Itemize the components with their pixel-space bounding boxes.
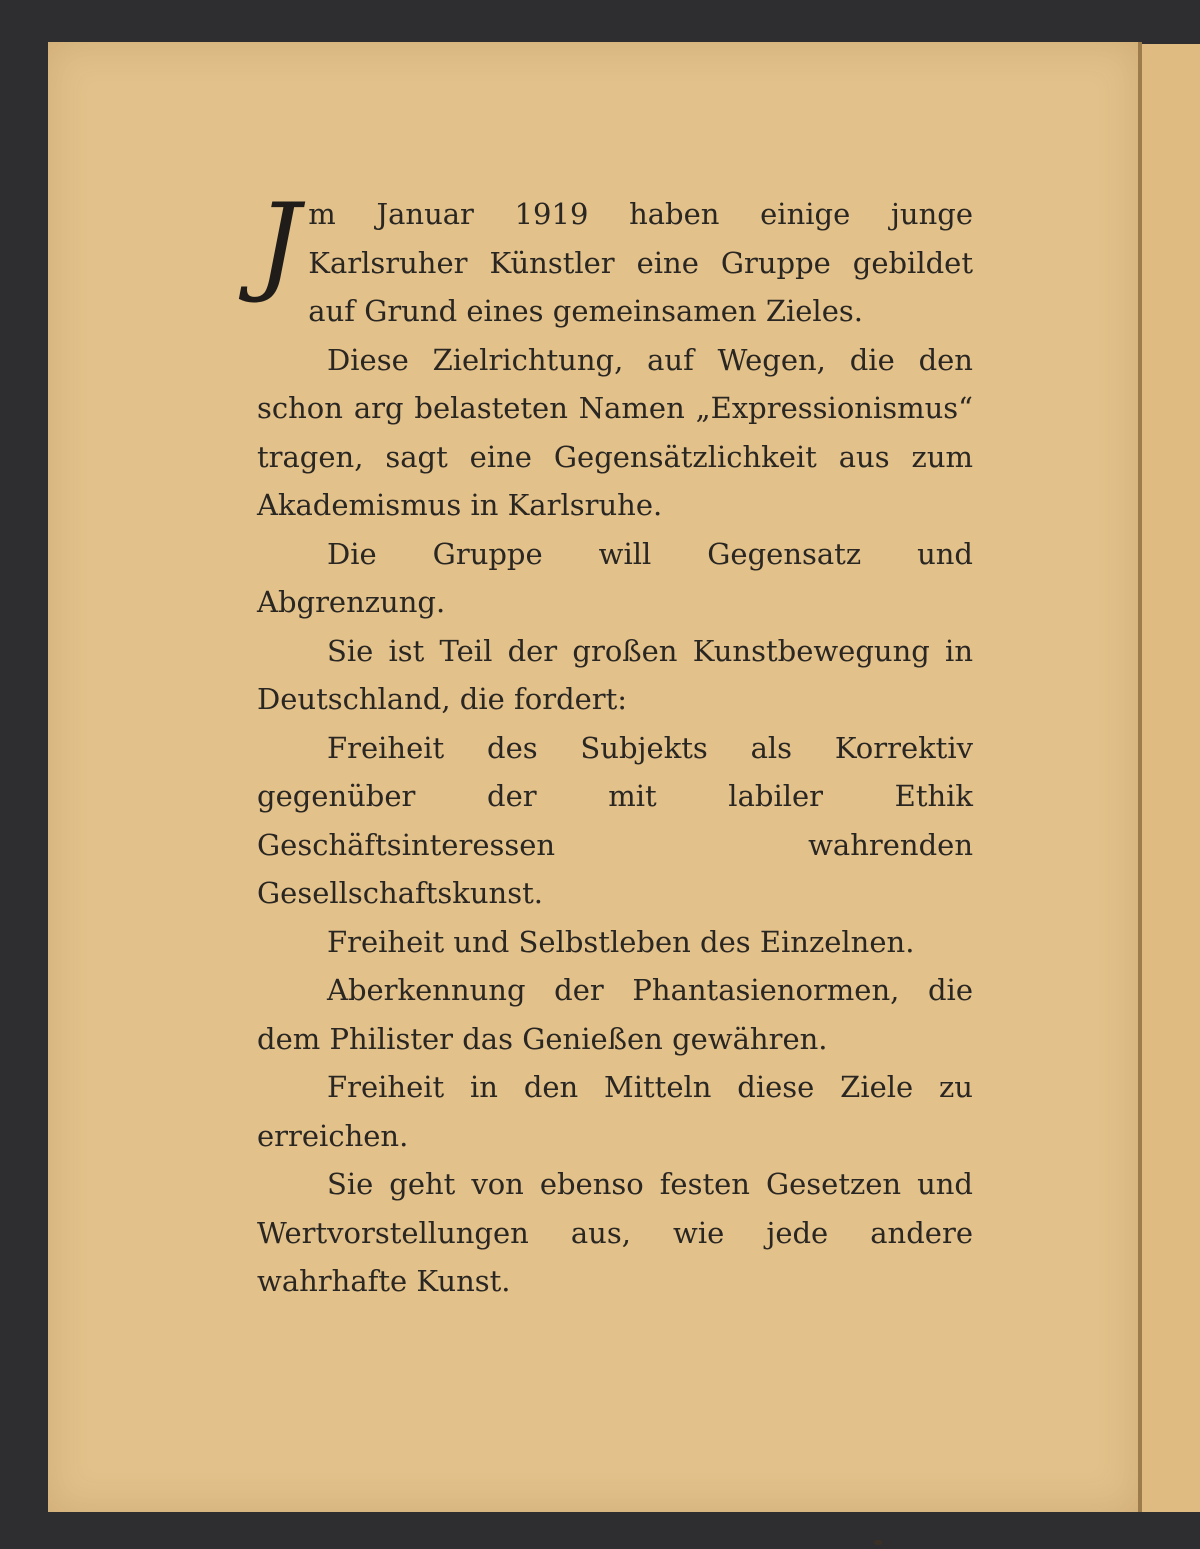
paragraph-6: Freiheit und Selbstleben des Einzelnen. (327, 924, 915, 959)
paper-speck (874, 1540, 882, 1545)
paragraph-7: Aberkennung der Phantasienormen, die dem Philister das Genießen gewähren. (257, 973, 973, 1056)
paragraph-8: Freiheit in den Mitteln diese Ziele zu erreichen. (257, 1070, 973, 1153)
paragraph-1 (257, 181, 973, 336)
paragraph-4: Sie ist Teil der großen Kunstbewegung in Deutschland, die fordert: (257, 633, 973, 716)
paragraph-3: Die Gruppe will Gegensatz und Abgrenzung. (257, 536, 973, 619)
paragraph-2: Diese Zielrichtung, auf Wegen, die den schon arg belasteten Namen „Expressionismus“ tragen, sagt eine Gegensätzlichkeit aus zum Akademismus in Karlsruhe. (257, 342, 973, 522)
drop-cap: J (257, 181, 301, 306)
adjacent-page-edge (1142, 44, 1200, 1512)
paragraph-9: Sie geht von ebenso festen Gesetzen und Wertvorstellungen aus, wie jede andere wahrhafte Kunst. (257, 1167, 973, 1298)
body-text (257, 181, 973, 1306)
paragraph-1-text: m Januar 1919 haben einige junge Karlsruher Künstler eine Gruppe gebildet auf Grund eines gemeinsamen Zieles. (308, 197, 973, 328)
paragraph-5: Freiheit des Subjekts als Korrektiv gegenüber der mit labiler Ethik Geschäftsinteressen wahrenden Gesellschaftskunst. (257, 730, 973, 910)
